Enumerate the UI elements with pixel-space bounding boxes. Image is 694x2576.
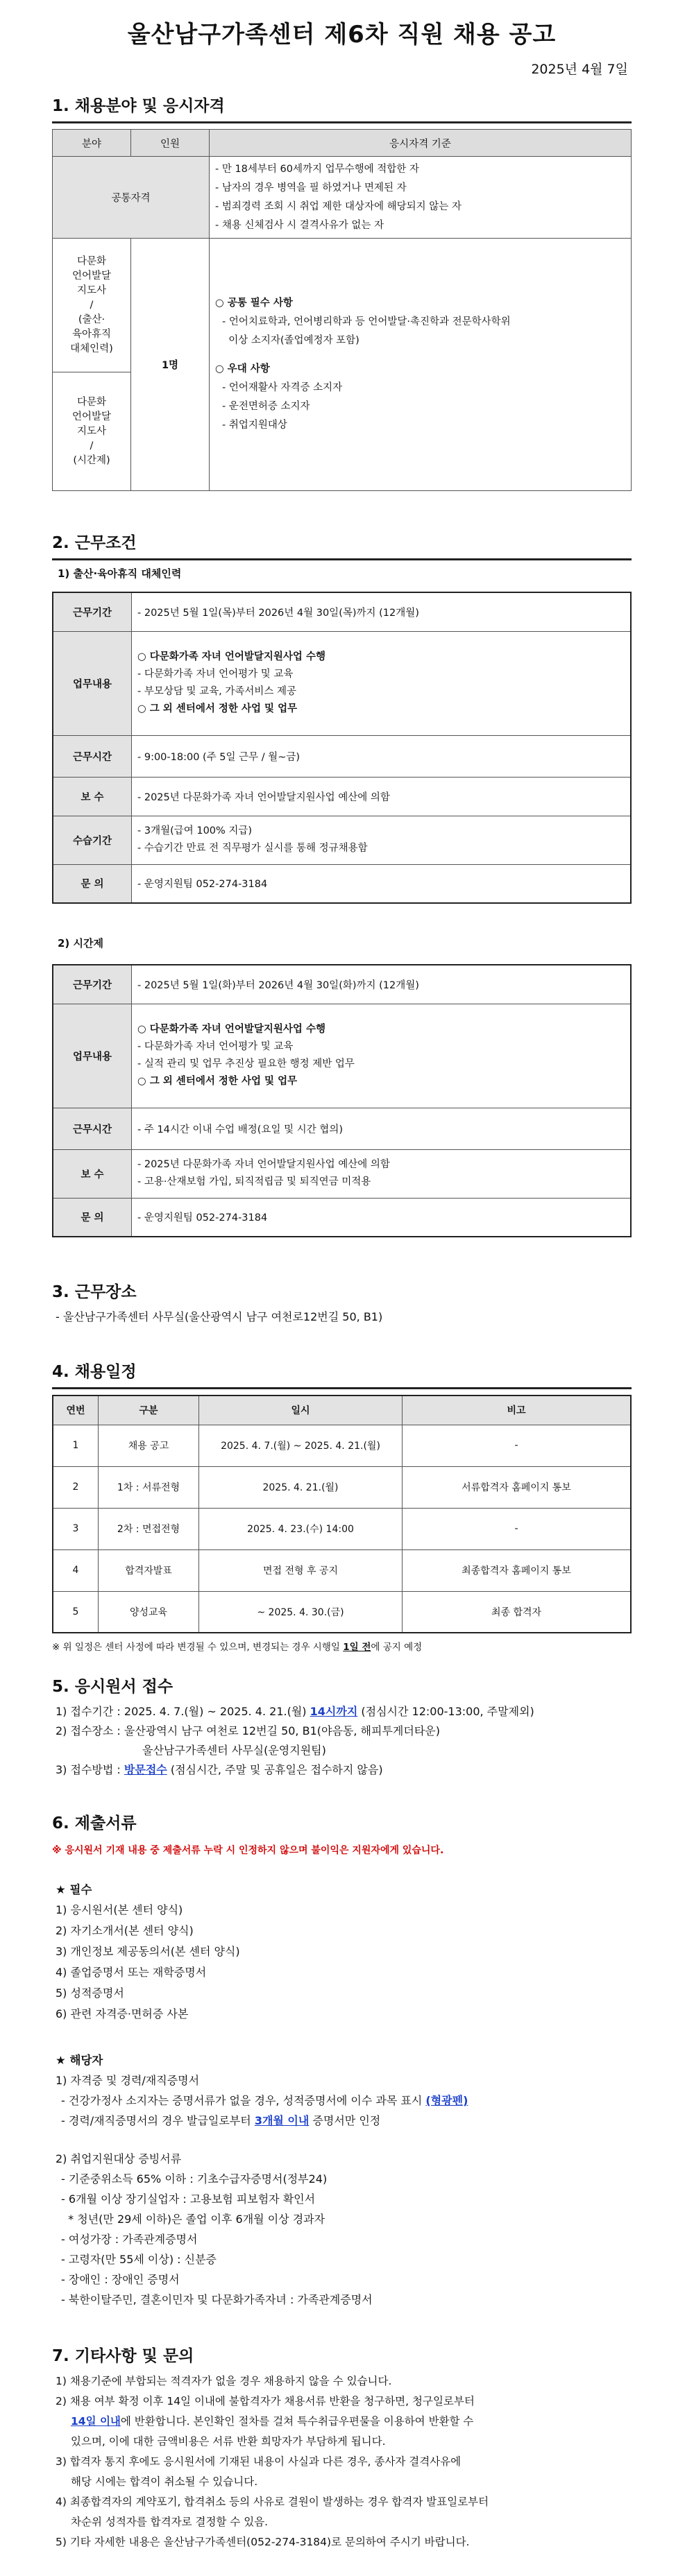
field-parttime: 다문화 언어발달 지도사 / (시간제) [53,372,130,490]
optional-doc-2-item: - 여성가장 : 가족관계증명서 [61,2233,198,2246]
notice-item: 3) 합격자 통지 후에도 응시원서에 기재된 내용이 사실과 다른 경우, 종사자 결격사유에 [56,2455,462,2468]
common-item: - 만 18세부터 60세까지 업무수행에 적합한 자 [215,163,419,175]
pref-title: ○ 우대 사항 [215,363,270,375]
section-6 [52,1810,632,2310]
duty-label: 업무내용 [53,1004,132,1108]
hire-count: 1명 [131,239,210,491]
notice-item: 4) 최종합격자의 계약포기, 합격취소 등의 사유로 결원이 발생하는 경우 합격자 발표일로부터 [56,2496,489,2508]
optional-doc-2-item: - 기준중위소득 65% 이하 : 기초수급자증명서(정부24) [61,2172,328,2186]
qualification-table [52,129,632,491]
optional-doc-2-item: - 장애인 : 장애인 증명서 [61,2273,180,2286]
col-field: 분야 [53,130,131,157]
section-5 [52,1674,632,1780]
section-4-heading: 4. 채용일정 [52,1363,137,1381]
pay-label: 보 수 [53,1149,132,1198]
period-value: - 2025년 5월 1일(화)부터 2026년 4월 30일(화)까지 (12개월) [132,965,632,1004]
col-count: 인원 [131,130,210,157]
table-row [53,1591,631,1633]
req-title: ○ 공통 필수 사항 [215,298,293,309]
pref-item: - 언어재활사 자격증 소지자 [222,382,343,393]
optional-docs-heading: ★ 해당자 [56,2054,103,2067]
required-docs-heading: ★ 필수 [56,1883,92,1896]
subheading-parttime: 2) 시간제 [58,937,103,950]
period-value: - 2025년 5월 1일(목)부터 2026년 4월 30일(목)까지 (12개월) [132,592,632,631]
method-text: 3) 접수방법 : [56,1763,124,1776]
note-text: ※ 위 일정은 센터 사정에 따라 변경될 수 있으며, 변경되는 경우 시행일 [52,1642,344,1653]
notice-item: 2) 채용 여부 확정 이후 14일 이내에 불합격자가 채용서류 반환을 청구하면, 청구일로부터 [56,2395,475,2407]
cell: 면접 전형 후 공지 [199,1549,403,1591]
req-item: - 언어치료학과, 언어병리학과 등 언어발달·촉진학과 전문학사학위 [222,316,511,327]
hours-value: - 9:00-18:00 (주 5일 근무 / 월~금) [132,735,632,777]
table-row [53,1425,631,1466]
pref-item: - 취업지원대상 [222,420,287,431]
section-1-heading: 1. 채용분야 및 응시자격 [52,97,225,115]
cell: ~ 2025. 4. 30.(금) [199,1591,403,1633]
required-doc: 5) 성적증명서 [56,1986,124,2000]
section-6-heading: 6. 제출서류 [52,1814,137,1832]
cell: 2025. 4. 23.(수) 14:00 [199,1508,403,1549]
contact-label: 문 의 [53,864,132,903]
common-item: - 채용 신체검사 시 결격사유가 없는 자 [215,219,384,231]
pref-item: - 운전면허증 소지자 [222,401,310,412]
section-1 [52,93,632,491]
notice-item-cont: 해당 시에는 합격이 취소될 수 있습니다. [71,2475,258,2488]
required-doc: 3) 개인정보 제공동의서(본 센터 양식) [56,1945,240,1958]
trial-item: - 수습기간 만료 전 직무평가 실시를 통해 정규채용함 [137,843,368,854]
cell: 5 [53,1591,99,1633]
section-3-heading: 3. 근무장소 [52,1283,137,1301]
duty-title: ○ 다문화가족 자녀 언어발달지원사업 수행 [137,1024,325,1035]
cell: 최종 합격자 [403,1591,632,1633]
cell: 1 [53,1425,99,1466]
doc-emphasis: 3개월 이내 [254,2114,310,2127]
required-doc: 2) 자기소개서(본 센터 양식) [56,1924,194,1937]
cell: 최종합격자 홈페이지 통보 [403,1549,632,1591]
conditions-table-1 [52,592,632,904]
section-3 [52,1279,632,1327]
optional-doc-2-item: - 고령자(만 55세 이상) : 신분증 [61,2253,217,2266]
duty-item: - 다문화가족 자녀 언어평가 및 교육 [137,669,294,680]
common-label: 공통자격 [53,157,210,239]
col-remark: 비고 [403,1396,632,1425]
table-row [53,1549,631,1591]
doc-text: - 건강가정사 소지자는 증명서류가 없을 경우, 성적증명서에 이수 과목 표시 [61,2094,426,2107]
pay-item: - 고용·산재보험 가입, 퇴직적립금 및 퇴직연금 미적용 [137,1176,371,1187]
schedule-note [52,1639,632,1653]
cell: - [403,1425,632,1466]
submission-warning: ※ 응시원서 기재 내용 중 제출서류 누락 시 인정하지 않으며 불이익은 지원자에게 있습니다. [52,1845,444,1856]
contact-label: 문 의 [53,1198,132,1237]
page-title: 울산남구가족센터 제6차 직원 채용 공고 [127,21,557,49]
common-item: - 남자의 경우 병역을 필 하였거나 면제된 자 [215,182,407,194]
optional-doc-2-item: - 북한이탈주민, 결혼이민자 및 다문화가족자녀 : 가족관계증명서 [61,2293,373,2306]
duty-label: 업무내용 [53,631,132,735]
section-7-heading: 7. 기타사항 및 문의 [52,2347,194,2365]
pay-value: - 2025년 다문화가족 자녀 언어발달지원사업 예산에 의함 [132,777,632,816]
period-label: 근무기간 [53,592,132,631]
subheading-maternity: 1) 출산·육아휴직 대체인력 [58,567,182,580]
note-emphasis: 1일 전 [343,1642,371,1653]
cell: 1차 : 서류전형 [99,1466,199,1508]
contact-value: - 운영지원팀 052-274-3184 [132,1198,632,1237]
method-emphasis: 방문접수 [124,1763,167,1776]
cell: 채용 공고 [99,1425,199,1466]
table-row [53,1466,631,1508]
optional-doc-2: 2) 취업지원대상 증빙서류 [56,2152,182,2165]
notice-text: 에 반환합니다. 본인확인 절차를 걸쳐 특수취급우편물을 이용하여 반환할 수 [120,2415,474,2428]
doc-text: 증명서만 인정 [309,2114,381,2127]
cell: 양성교육 [99,1591,199,1633]
doc-emphasis: (형광펜) [425,2094,468,2107]
notice-item: 5) 기타 자세한 내용은 울산남구가족센터(052-274-3184)로 문의하여 주시기 바랍니다. [56,2536,470,2548]
cell: 2025. 4. 7.(월) ~ 2025. 4. 21.(월) [199,1425,403,1466]
period-label: 근무기간 [53,965,132,1004]
notice-emphasis: 14일 이내 [71,2415,121,2428]
optional-doc-2-item: - 6개월 이상 장기실업자 : 고용보험 피보험자 확인서 [61,2192,316,2206]
notice-date: 2025년 4월 7일 [531,62,628,77]
table-row [53,1508,631,1549]
period-text: (점심시간 12:00-13:00, 주말제외) [357,1705,534,1718]
section-4 [52,1359,632,1653]
conditions-table-2 [52,964,632,1237]
required-doc: 4) 졸업증명서 또는 재학증명서 [56,1966,207,1979]
cell: 2차 : 면접전형 [99,1508,199,1549]
period-text: 1) 접수기간 : 2025. 4. 7.(월) ~ 2025. 4. 21.(월) [56,1705,310,1718]
duty-end: ○ 그 외 센터에서 정한 사업 및 업무 [137,1076,298,1087]
workplace-address: - 울산남구가족센터 사무실(울산광역시 남구 여천로12번길 50, B1) [56,1310,383,1323]
application-method [56,1760,632,1780]
section-7 [52,2343,632,2552]
req-item: 이상 소지자(졸업예정자 포함) [222,335,359,346]
duty-item: - 부모상담 및 교육, 가족서비스 제공 [137,686,296,697]
pay-label: 보 수 [53,777,132,816]
note-text: 에 공지 예정 [371,1642,423,1653]
field-maternity: 다문화 언어발달 지도사 / (출산· 육아휴직 대체인력) [70,255,113,354]
duty-item: - 실적 관리 및 업무 추진상 필요한 행정 제반 업무 [137,1058,355,1070]
notice-item-cont: 차순위 성적자를 합격자로 결정할 수 있음. [71,2516,269,2528]
application-place: 2) 접수장소 : 울산광역시 남구 여천로 12번길 50, B1(야음동, 해피투게더타운) [56,1724,440,1737]
col-no: 연번 [53,1396,99,1425]
schedule-table [52,1395,632,1633]
cell: 합격자발표 [99,1549,199,1591]
optional-doc-2-item: * 청년(만 29세 이하)은 졸업 이후 6개월 이상 경과자 [61,2213,325,2226]
doc-text: - 경력/재직증명서의 경우 발급일로부터 [61,2114,255,2127]
col-type: 구분 [99,1396,199,1425]
notice-item: 1) 채용기준에 부합되는 적격자가 없을 경우 채용하지 않을 수 있습니다. [56,2375,392,2387]
cell: 서류합격자 홈페이지 통보 [403,1466,632,1508]
application-period [56,1702,632,1721]
method-text: (점심시간, 주말 및 공휴일은 접수하지 않음) [167,1763,383,1776]
cell: - [403,1508,632,1549]
optional-doc-1a [56,2090,632,2111]
cell: 2025. 4. 21.(월) [199,1466,403,1508]
pay-item: - 2025년 다문화가족 자녀 언어발달지원사업 예산에 의함 [137,1159,390,1170]
deadline-emphasis: 14시까지 [310,1705,358,1718]
application-place-detail: 울산남구가족센터 사무실(운영지원팀) [142,1744,326,1757]
section-2-heading: 2. 근무조건 [52,534,137,552]
col-datetime: 일시 [199,1396,403,1425]
trial-label: 수습기간 [53,816,132,864]
duty-end: ○ 그 외 센터에서 정한 사업 및 업무 [137,703,298,714]
hours-label: 근무시간 [53,735,132,777]
duty-item: - 다문화가족 자녀 언어평가 및 교육 [137,1041,294,1052]
section-2 [52,530,632,1237]
cell: 4 [53,1549,99,1591]
col-criteria: 응시자격 기준 [210,130,632,157]
contact-value: - 운영지원팀 052-274-3184 [132,864,632,903]
hours-value: - 주 14시간 이내 수업 배정(요일 및 시간 협의) [132,1108,632,1149]
cell: 3 [53,1508,99,1549]
trial-item: - 3개월(급여 100% 지급) [137,825,253,836]
optional-doc-1: 1) 자격증 및 경력/재직증명서 [56,2074,200,2087]
cell: 2 [53,1466,99,1508]
section-5-heading: 5. 응시원서 접수 [52,1678,174,1696]
hours-label: 근무시간 [53,1108,132,1149]
required-doc: 1) 응시원서(본 센터 양식) [56,1903,183,1916]
common-item: - 범죄경력 조회 시 취업 제한 대상자에 해당되지 않는 자 [215,200,462,212]
notice-item-cont: 있으며, 이에 대한 금액비용은 서류 반환 희망자가 부담하게 됩니다. [71,2435,386,2448]
optional-doc-1b [56,2111,632,2131]
required-doc: 6) 관련 자격증·면허증 사본 [56,2007,189,2020]
notice-item-cont [56,2412,632,2432]
duty-title: ○ 다문화가족 자녀 언어발달지원사업 수행 [137,651,325,662]
